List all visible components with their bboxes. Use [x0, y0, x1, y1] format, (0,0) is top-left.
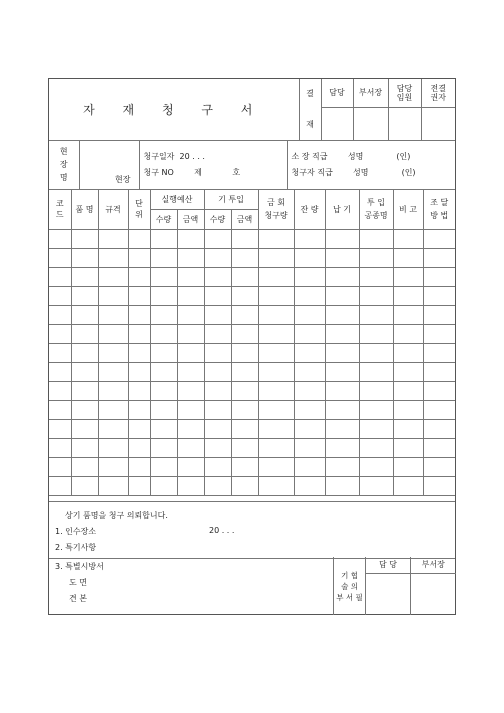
- table-cell[interactable]: [177, 325, 204, 344]
- delivery-place-date[interactable]: 20 . . .: [209, 526, 235, 535]
- approval-sign-dept-head[interactable]: [353, 107, 388, 140]
- header-spec: 규격: [98, 190, 128, 230]
- table-cell[interactable]: [150, 287, 177, 306]
- table-row: [49, 477, 455, 496]
- table-cell[interactable]: [294, 306, 325, 325]
- table-cell[interactable]: [423, 287, 455, 306]
- table-cell[interactable]: [325, 230, 359, 249]
- table-cell[interactable]: [204, 249, 231, 268]
- table-cell[interactable]: [98, 420, 128, 439]
- table-cell[interactable]: [71, 268, 98, 287]
- request-date-value[interactable]: 20 . . .: [179, 151, 205, 161]
- table-cell[interactable]: [258, 268, 294, 287]
- table-cell[interactable]: [423, 268, 455, 287]
- table-cell[interactable]: [177, 268, 204, 287]
- table-cell[interactable]: [423, 477, 455, 496]
- header-remarks: 비 고: [393, 190, 423, 230]
- drawing-label: 도 면: [69, 578, 87, 587]
- table-cell[interactable]: [128, 306, 150, 325]
- table-cell[interactable]: [71, 477, 98, 496]
- table-row: [49, 306, 455, 325]
- table-cell[interactable]: [98, 439, 128, 458]
- table-row: [49, 287, 455, 306]
- table-cell[interactable]: [231, 439, 258, 458]
- table-cell[interactable]: [393, 249, 423, 268]
- table-cell[interactable]: [423, 458, 455, 477]
- table-cell[interactable]: [294, 458, 325, 477]
- table-cell[interactable]: [325, 268, 359, 287]
- table-cell[interactable]: [231, 363, 258, 382]
- table-cell[interactable]: [393, 439, 423, 458]
- table-cell[interactable]: [393, 382, 423, 401]
- table-cell[interactable]: [49, 477, 71, 496]
- table-cell[interactable]: [325, 458, 359, 477]
- header-name: 품 명: [71, 190, 98, 230]
- header-remaining: 잔 량: [294, 190, 325, 230]
- table-cell[interactable]: [49, 420, 71, 439]
- table-cell[interactable]: [204, 325, 231, 344]
- items-table: [49, 190, 455, 497]
- table-cell[interactable]: [325, 439, 359, 458]
- owner-seal: (인): [396, 151, 411, 161]
- table-cell[interactable]: [258, 344, 294, 363]
- table-cell[interactable]: [49, 382, 71, 401]
- table-cell[interactable]: [258, 477, 294, 496]
- table-cell[interactable]: [258, 306, 294, 325]
- table-cell[interactable]: [177, 477, 204, 496]
- table-cell[interactable]: [423, 439, 455, 458]
- table-cell[interactable]: [71, 420, 98, 439]
- table-cell[interactable]: [258, 382, 294, 401]
- site-name-field[interactable]: [79, 141, 139, 190]
- table-cell[interactable]: [204, 401, 231, 420]
- table-cell[interactable]: [98, 458, 128, 477]
- table-cell[interactable]: [49, 306, 71, 325]
- table-cell[interactable]: [231, 325, 258, 344]
- table-cell[interactable]: [325, 477, 359, 496]
- table-cell[interactable]: [294, 439, 325, 458]
- title-text: 자 재 청 구 서: [83, 102, 265, 117]
- table-cell[interactable]: [204, 382, 231, 401]
- header-unit: 단 위: [128, 190, 150, 230]
- coop-label: 기 협 술 의 부 서 필: [334, 557, 366, 615]
- table-cell[interactable]: [231, 306, 258, 325]
- table-cell[interactable]: [294, 382, 325, 401]
- table-row: [49, 249, 455, 268]
- coop-col-dept-head: 부서장: [411, 557, 456, 573]
- table-cell[interactable]: [258, 363, 294, 382]
- header-invested: 기 투입: [204, 190, 258, 210]
- table-cell[interactable]: [177, 401, 204, 420]
- table-cell[interactable]: [258, 230, 294, 249]
- approval-col-executive: 담당 임원: [388, 79, 421, 107]
- table-cell[interactable]: [177, 287, 204, 306]
- header-procurement: 조 달 방 법: [423, 190, 455, 230]
- requester-name-label: 성명: [353, 167, 369, 177]
- header-budget-amount: 금액: [177, 210, 204, 230]
- table-row: [49, 401, 455, 420]
- approval-col-dept-head: 부서장: [353, 79, 388, 107]
- table-row: [49, 420, 455, 439]
- table-cell[interactable]: [359, 382, 393, 401]
- approval-label: [299, 79, 321, 140]
- table-cell[interactable]: [359, 458, 393, 477]
- table-row: [49, 344, 455, 363]
- table-cell[interactable]: [393, 420, 423, 439]
- table-cell[interactable]: [231, 344, 258, 363]
- table-cell[interactable]: [177, 230, 204, 249]
- table-row: [49, 382, 455, 401]
- table-cell[interactable]: [128, 230, 150, 249]
- request-no-mid: 제: [194, 167, 202, 177]
- approval-col-manager: 담당: [321, 79, 353, 107]
- table-cell[interactable]: [393, 477, 423, 496]
- table-cell[interactable]: [98, 268, 128, 287]
- table-cell[interactable]: [359, 401, 393, 420]
- request-statement: [49, 501, 455, 559]
- table-cell[interactable]: [231, 401, 258, 420]
- table-cell[interactable]: [128, 458, 150, 477]
- table-cell[interactable]: [423, 344, 455, 363]
- header-delivery: 납 기: [325, 190, 359, 230]
- table-cell[interactable]: [258, 287, 294, 306]
- table-cell[interactable]: [98, 306, 128, 325]
- table-cell[interactable]: [177, 420, 204, 439]
- table-cell[interactable]: [49, 401, 71, 420]
- table-cell[interactable]: [258, 249, 294, 268]
- table-cell[interactable]: [258, 401, 294, 420]
- table-cell[interactable]: [128, 420, 150, 439]
- table-cell[interactable]: [325, 344, 359, 363]
- header-budget-qty: 수량: [150, 210, 177, 230]
- table-cell[interactable]: [150, 306, 177, 325]
- coop-sign-dept-head[interactable]: [411, 573, 456, 615]
- table-cell[interactable]: [98, 249, 128, 268]
- table-cell[interactable]: [423, 382, 455, 401]
- table-cell[interactable]: [423, 420, 455, 439]
- spec-section: [49, 557, 455, 615]
- table-cell[interactable]: [359, 306, 393, 325]
- table-cell[interactable]: [150, 420, 177, 439]
- header-code: 코 드: [49, 190, 71, 230]
- table-cell[interactable]: [359, 287, 393, 306]
- table-cell[interactable]: [177, 249, 204, 268]
- site-info-table: [49, 141, 455, 190]
- table-cell[interactable]: [204, 439, 231, 458]
- approval-label-top: 결: [306, 89, 314, 99]
- approval-sign-authority[interactable]: [421, 107, 455, 140]
- site-suffix: 현장: [115, 174, 131, 184]
- table-cell[interactable]: [150, 401, 177, 420]
- table-cell[interactable]: [204, 344, 231, 363]
- requester-rank-label: 직급: [317, 167, 333, 177]
- table-cell[interactable]: [204, 363, 231, 382]
- table-cell[interactable]: [359, 325, 393, 344]
- table-cell[interactable]: [231, 382, 258, 401]
- approval-col-authority: 전결 권자: [421, 79, 455, 107]
- table-row: [49, 268, 455, 287]
- table-cell[interactable]: [49, 268, 71, 287]
- table-cell[interactable]: [98, 401, 128, 420]
- table-cell[interactable]: [128, 363, 150, 382]
- header-invested-qty: 수량: [204, 210, 231, 230]
- table-cell[interactable]: [128, 401, 150, 420]
- table-cell[interactable]: [150, 344, 177, 363]
- table-cell[interactable]: [128, 382, 150, 401]
- table-cell[interactable]: [359, 268, 393, 287]
- table-cell[interactable]: [98, 230, 128, 249]
- table-cell[interactable]: [128, 344, 150, 363]
- table-row: [49, 458, 455, 477]
- header-table: [49, 79, 455, 141]
- item-rows: [49, 230, 455, 496]
- table-cell[interactable]: [359, 249, 393, 268]
- table-cell[interactable]: [49, 439, 71, 458]
- table-cell[interactable]: [294, 249, 325, 268]
- table-cell[interactable]: [71, 325, 98, 344]
- table-cell[interactable]: [359, 439, 393, 458]
- table-cell[interactable]: [294, 230, 325, 249]
- table-cell[interactable]: [150, 268, 177, 287]
- table-cell[interactable]: [359, 344, 393, 363]
- table-cell[interactable]: [128, 249, 150, 268]
- table-cell[interactable]: [231, 268, 258, 287]
- table-cell[interactable]: [325, 325, 359, 344]
- table-cell[interactable]: [150, 382, 177, 401]
- table-cell[interactable]: [204, 477, 231, 496]
- site-label: 현 장 명: [49, 141, 79, 190]
- table-cell[interactable]: [325, 363, 359, 382]
- table-cell[interactable]: [150, 363, 177, 382]
- table-cell[interactable]: [98, 477, 128, 496]
- table-cell[interactable]: [393, 344, 423, 363]
- table-cell[interactable]: [423, 230, 455, 249]
- table-cell[interactable]: [204, 306, 231, 325]
- table-cell[interactable]: [177, 306, 204, 325]
- special-notes-label: 2. 특기사항: [55, 543, 97, 552]
- table-cell[interactable]: [177, 382, 204, 401]
- header-current-request: 금 회 청구량: [258, 190, 294, 230]
- table-cell[interactable]: [231, 420, 258, 439]
- table-cell[interactable]: [128, 268, 150, 287]
- table-cell[interactable]: [150, 439, 177, 458]
- coop-sign-manager[interactable]: [366, 573, 411, 615]
- table-cell[interactable]: [71, 439, 98, 458]
- table-cell[interactable]: [423, 401, 455, 420]
- header-invested-amount: 금액: [231, 210, 258, 230]
- table-cell[interactable]: [150, 230, 177, 249]
- table-cell[interactable]: [325, 382, 359, 401]
- owner-label: 소 장: [291, 151, 310, 161]
- table-cell[interactable]: [49, 363, 71, 382]
- table-cell[interactable]: [359, 420, 393, 439]
- table-row: [49, 439, 455, 458]
- table-cell[interactable]: [204, 458, 231, 477]
- table-cell[interactable]: [393, 363, 423, 382]
- special-spec-label: 3. 특별시방서: [55, 562, 104, 571]
- request-date-label: 청구일자: [143, 151, 175, 161]
- table-cell[interactable]: [231, 249, 258, 268]
- table-cell[interactable]: [98, 287, 128, 306]
- coop-col-manager: 담 당: [366, 557, 411, 573]
- table-cell[interactable]: [294, 401, 325, 420]
- table-cell[interactable]: [423, 325, 455, 344]
- table-cell[interactable]: [231, 458, 258, 477]
- table-cell[interactable]: [423, 306, 455, 325]
- table-cell[interactable]: [393, 268, 423, 287]
- table-cell[interactable]: [177, 458, 204, 477]
- table-cell[interactable]: [294, 287, 325, 306]
- table-cell[interactable]: [231, 287, 258, 306]
- table-cell[interactable]: [258, 325, 294, 344]
- table-cell[interactable]: [128, 325, 150, 344]
- table-cell[interactable]: [71, 401, 98, 420]
- table-cell[interactable]: [49, 325, 71, 344]
- table-row: [49, 230, 455, 249]
- table-cell[interactable]: [71, 249, 98, 268]
- sample-label: 견 본: [69, 594, 87, 603]
- request-no-label: 청구 NO: [143, 167, 174, 177]
- table-cell[interactable]: [204, 268, 231, 287]
- table-cell[interactable]: [393, 325, 423, 344]
- table-cell[interactable]: [71, 363, 98, 382]
- approval-sign-executive[interactable]: [388, 107, 421, 140]
- approval-label-bottom: 재: [306, 120, 314, 130]
- header-work-type: 투 입 공종명: [359, 190, 393, 230]
- table-cell[interactable]: [325, 420, 359, 439]
- table-cell[interactable]: [359, 477, 393, 496]
- table-cell[interactable]: [49, 458, 71, 477]
- table-cell[interactable]: [359, 230, 393, 249]
- table-cell[interactable]: [393, 401, 423, 420]
- table-cell[interactable]: [204, 287, 231, 306]
- table-cell[interactable]: [150, 249, 177, 268]
- request-text: 상기 품명을 청구 의뢰합니다.: [65, 511, 168, 520]
- table-cell[interactable]: [49, 230, 71, 249]
- owner-rank-label: 직급: [312, 151, 328, 161]
- table-cell[interactable]: [258, 420, 294, 439]
- page-title: [49, 79, 299, 140]
- table-cell[interactable]: [71, 287, 98, 306]
- material-request-form: [48, 78, 456, 615]
- table-cell[interactable]: [393, 306, 423, 325]
- table-cell[interactable]: [258, 458, 294, 477]
- table-cell[interactable]: [71, 230, 98, 249]
- table-cell[interactable]: [98, 382, 128, 401]
- table-cell[interactable]: [71, 382, 98, 401]
- table-cell[interactable]: [177, 363, 204, 382]
- table-cell[interactable]: [294, 477, 325, 496]
- table-cell[interactable]: [150, 458, 177, 477]
- table-cell[interactable]: [325, 401, 359, 420]
- owner-name-label: 성명: [347, 151, 364, 161]
- signer-info: [287, 141, 455, 190]
- table-cell[interactable]: [294, 325, 325, 344]
- table-cell[interactable]: [294, 268, 325, 287]
- table-cell[interactable]: [71, 344, 98, 363]
- table-cell[interactable]: [294, 344, 325, 363]
- table-cell[interactable]: [294, 420, 325, 439]
- table-cell[interactable]: [231, 477, 258, 496]
- requester-label: 청구자: [291, 167, 315, 177]
- table-row: [49, 363, 455, 382]
- delivery-place-label: 1. 인수장소: [55, 527, 97, 536]
- table-cell[interactable]: [294, 363, 325, 382]
- table-cell[interactable]: [393, 287, 423, 306]
- coop-approval-table: [333, 557, 456, 615]
- table-cell[interactable]: [128, 287, 150, 306]
- table-cell[interactable]: [231, 230, 258, 249]
- table-cell[interactable]: [150, 325, 177, 344]
- table-cell[interactable]: [393, 230, 423, 249]
- table-cell[interactable]: [49, 249, 71, 268]
- table-cell[interactable]: [177, 439, 204, 458]
- table-cell[interactable]: [423, 363, 455, 382]
- table-row: [49, 325, 455, 344]
- table-cell[interactable]: [393, 458, 423, 477]
- table-cell[interactable]: [128, 477, 150, 496]
- approval-sign-manager[interactable]: [321, 107, 353, 140]
- table-cell[interactable]: [423, 249, 455, 268]
- table-cell[interactable]: [98, 325, 128, 344]
- table-cell[interactable]: [98, 344, 128, 363]
- table-cell[interactable]: [98, 363, 128, 382]
- table-cell[interactable]: [49, 287, 71, 306]
- table-cell[interactable]: [128, 439, 150, 458]
- table-cell[interactable]: [325, 249, 359, 268]
- header-budget: 실행예산: [150, 190, 204, 210]
- table-cell[interactable]: [359, 363, 393, 382]
- request-info: [139, 141, 287, 190]
- table-cell[interactable]: [258, 439, 294, 458]
- table-cell[interactable]: [150, 477, 177, 496]
- table-cell[interactable]: [325, 306, 359, 325]
- table-cell[interactable]: [71, 458, 98, 477]
- request-no-end: 호: [232, 167, 241, 177]
- table-cell[interactable]: [71, 306, 98, 325]
- table-cell[interactable]: [204, 230, 231, 249]
- table-cell[interactable]: [325, 287, 359, 306]
- table-cell[interactable]: [204, 420, 231, 439]
- table-cell[interactable]: [49, 344, 71, 363]
- requester-seal: (인): [401, 167, 416, 177]
- table-cell[interactable]: [177, 344, 204, 363]
